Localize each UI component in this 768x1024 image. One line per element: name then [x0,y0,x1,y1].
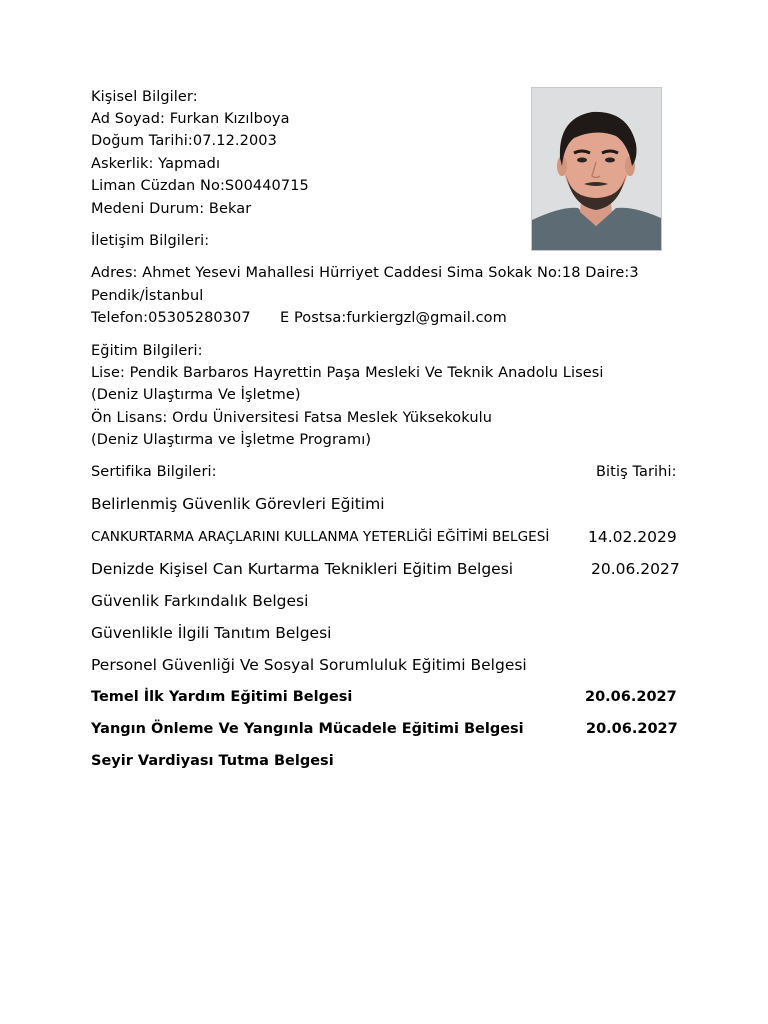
certificate-name: Denizde Kişisel Can Kurtarma Teknikleri Eğitim Belgesi [91,560,514,578]
certificate-name: Güvenlikle İlgili Tanıtım Belgesi [91,624,332,642]
military-line: Askerlik: Yapmadı [91,156,221,172]
certificates-heading: Sertifika Bilgileri: [91,464,217,480]
email-line: E Postsa:furkiergzl@gmail.com [280,310,507,326]
contact-heading: İletişim Bilgileri: [91,233,210,249]
certificate-date: 20.06.2027 [585,689,677,705]
seaman-book-line: Liman Cüzdan No:S00440715 [91,178,309,194]
certificate-name: Personel Güvenliği Ve Sosyal Sorumluluk Eğitimi Belgesi [91,656,527,674]
associate-program-line: (Deniz Ulaştırma ve İşletme Programı) [91,432,372,448]
certificate-name: Temel İlk Yardım Eğitimi Belgesi [91,689,353,705]
certificate-date: 20.06.2027 [586,721,678,737]
address-city-line: Pendik/İstanbul [91,288,204,304]
profile-photo [531,87,662,251]
high-school-program-line: (Deniz Ulaştırma Ve İşletme) [91,387,301,403]
certificate-name: Belirlenmiş Güvenlik Görevleri Eğitimi [91,495,385,513]
end-date-heading: Bitiş Tarihi: [596,464,677,480]
name-line: Ad Soyad: Furkan Kızılboya [91,111,290,127]
certificate-name: Seyir Vardiyası Tutma Belgesi [91,753,334,769]
certificate-date: 14.02.2029 [588,528,677,546]
certificate-name: Güvenlik Farkındalık Belgesi [91,592,309,610]
associate-degree-line: Ön Lisans: Ordu Üniversitesi Fatsa Meslek Yüksekokulu [91,410,493,426]
marital-status-line: Medeni Durum: Bekar [91,201,252,217]
high-school-line: Lise: Pendik Barbaros Hayrettin Paşa Mesleki Ve Teknik Anadolu Lisesi [91,365,604,381]
phone-line: Telefon:05305280307 [91,310,251,326]
certificate-date: 20.06.2027 [591,560,680,578]
certificate-name: CANKURTARMA ARAÇLARINI KULLANMA YETERLİĞİ EĞİTİMİ BELGESİ [91,529,550,545]
birth-date-line: Doğum Tarihi:07.12.2003 [91,133,277,149]
personal-heading: Kişisel Bilgiler: [91,89,198,105]
address-line: Adres: Ahmet Yesevi Mahallesi Hürriyet Caddesi Sima Sokak No:18 Daire:3 [91,265,639,281]
certificate-name: Yangın Önleme Ve Yangınla Mücadele Eğitimi Belgesi [91,721,524,737]
education-heading: Eğitim Bilgileri: [91,343,203,359]
